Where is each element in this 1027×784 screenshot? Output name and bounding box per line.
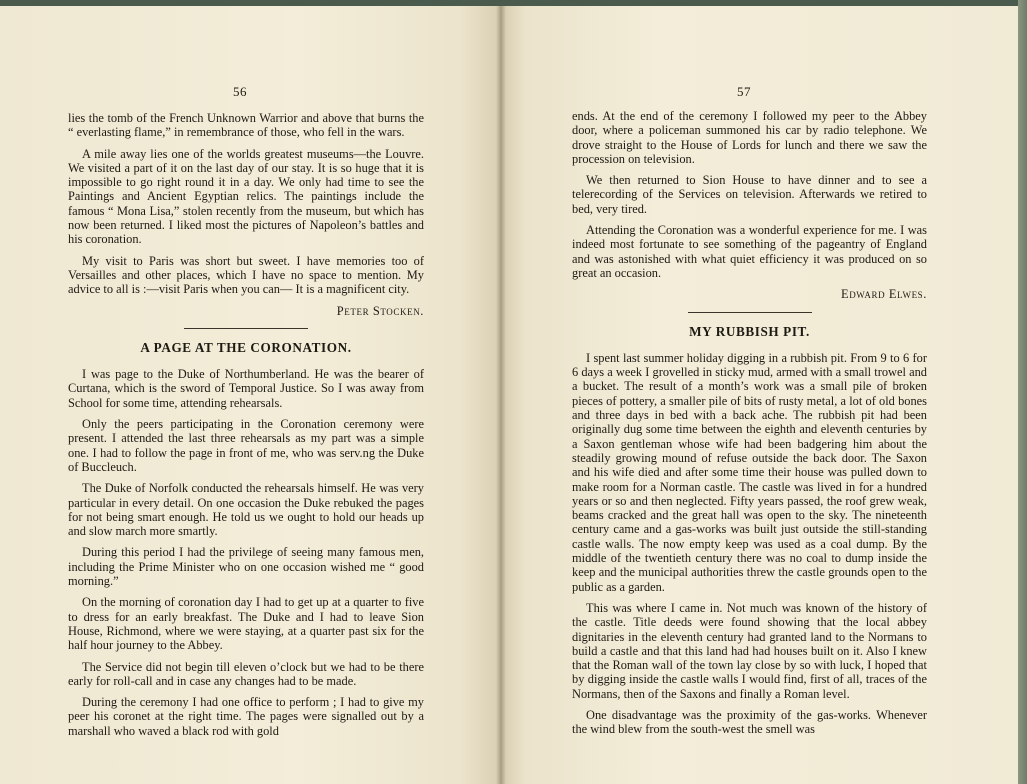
paragraph: A mile away lies one of the worlds greatest museums—the Louvre. We visited a part of it on the last day of our stay. It is so huge that it is impossible to go right round it in a day. We only had time to see the Paintings and Ancient Egyptian relics. The paintings include the famous “ Mona Lisa,” stolen recently from the museum, but which has now been returned. I liked most the pictures of Napoleon’s battles and his coronation. — [68, 146, 424, 247]
paragraph: My visit to Paris was short but sweet. I have memories too of Versailles and other places, which I have no space to mention. My advice to all is :—visit Paris when you can— It is a magnificent city. — [68, 253, 424, 297]
paragraph: During the ceremony I had one office to perform ; I had to give my peer his coronet at the right time. The pages were signalled out by a marshall who waved a black rod with gold — [68, 695, 424, 738]
paragraph: lies the tomb of the French Unknown Warrior and above that burns the “ everlasting flame,” in remembrance of those, who fell in the wars. — [68, 111, 424, 140]
book-cover-edge — [1018, 0, 1027, 784]
paragraph: Only the peers participating in the Coronation ceremony were present. I attended the last three rehearsals as my part was a simple one. I had to follow the page in front of me, who was serv.ng the Duke of Buccleuch. — [68, 417, 424, 474]
author-signature: Peter Stocken. — [336, 303, 424, 318]
author-signature: Edward Elwes. — [841, 287, 927, 302]
left-page — [0, 6, 500, 784]
paragraph: This was where I came in. Not much was known of the history of the castle. Title deeds were found showing that the local abbey dignitaries in the eleventh century had granted land to the Normans to build a castle and that this land had had houses built on it. Also I knew that the Roman wall of the town lay close by so with luck, I hoped that by digging inside the castle walls I would find, first of all, traces of the Normans, then of the Saxons and finally a Roman level. — [572, 600, 927, 701]
right-page — [500, 6, 1018, 784]
paragraph: One disadvantage was the proximity of the gas-works. Whenever the wind blew from the south-west the smell was — [572, 707, 927, 737]
section-divider — [688, 312, 812, 313]
book-gutter — [496, 6, 506, 784]
paragraph: On the morning of coronation day I had to get up at a quarter to five to dress for an early breakfast. The Duke and I had to leave Sion House, Richmond, where we were staying, at a quarter past six for the half hour journey to the Abbey. — [68, 595, 424, 653]
paragraph: We then returned to Sion House to have dinner and to see a telerecording of the Services on television. Afterwards we retired to bed, very tired. — [572, 173, 927, 216]
page-number: 57 — [737, 84, 751, 99]
paragraph: The Duke of Norfolk conducted the rehearsals himself. He was very particular in every detail. On one occasion the Duke rebuked the pages for not being smart enough. He told us we ought to hold our heads up and slow march more smartly. — [68, 481, 424, 539]
paragraph: The Service did not begin till eleven o’clock but we had to be there early for roll-call and in case any changes had to be made. — [68, 659, 424, 688]
page-number: 56 — [233, 84, 247, 99]
article-title: MY RUBBISH PIT. — [689, 323, 810, 339]
paragraph: During this period I had the privilege of seeing many famous men, including the Prime Minister who on one occasion wished me “ good morning.” — [68, 545, 424, 589]
right-page-text — [572, 109, 927, 744]
article-title: A PAGE AT THE CORONATION. — [140, 339, 352, 355]
paragraph: ends. At the end of the ceremony I followed my peer to the Abbey door, where a policeman summoned his car by radio telephone. We drove straight to the House of Lords for lunch and there we saw the procession on television. — [572, 109, 927, 166]
paragraph: Attending the Coronation was a wonderful experience for me. I was indeed most fortunate to see something of the pageantry of England and was astonished with what quiet efficiency it was produced on so great an occasion. — [572, 223, 927, 280]
paragraph: I was page to the Duke of Northumberland. He was the bearer of Curtana, which is the sword of Temporal Justice. So I was away from School for some time, attending rehearsals. — [68, 367, 424, 410]
left-page-text — [68, 111, 424, 745]
section-divider — [184, 328, 308, 329]
paragraph: I spent last summer holiday digging in a rubbish pit. From 9 to 6 for 6 days a week I grovelled in sticky mud, armed with a small trowel and a bucket. The result of a month’s work was a small pile of broken pieces of pottery, a smaller pile of bits of rusty metal, a lot of old bones and three days in bed with a back ache. The rubbish pit had been originally dug some time between the eighth and eleventh centuries by a Saxon gentleman whose wife had been badgering him about the steadily growing mound of refuse outside the back door. The Saxon and his wife died and after some time their house was pulled down to make room for a Norman castle. The castle was lived in for a hundred years or so and then neglected. Fifty years passed, the roof grew weak, beams cracked and the great hall was open to the sky. The nineteenth century came and a gas-works was built just outside the still-standing castle walls. The now empty keep was used as a coal dump. By the middle of the twentieth century there was no coal to dump inside the keep and the municipal authorities threw the castle grounds open to the public as a garden. — [572, 350, 927, 594]
